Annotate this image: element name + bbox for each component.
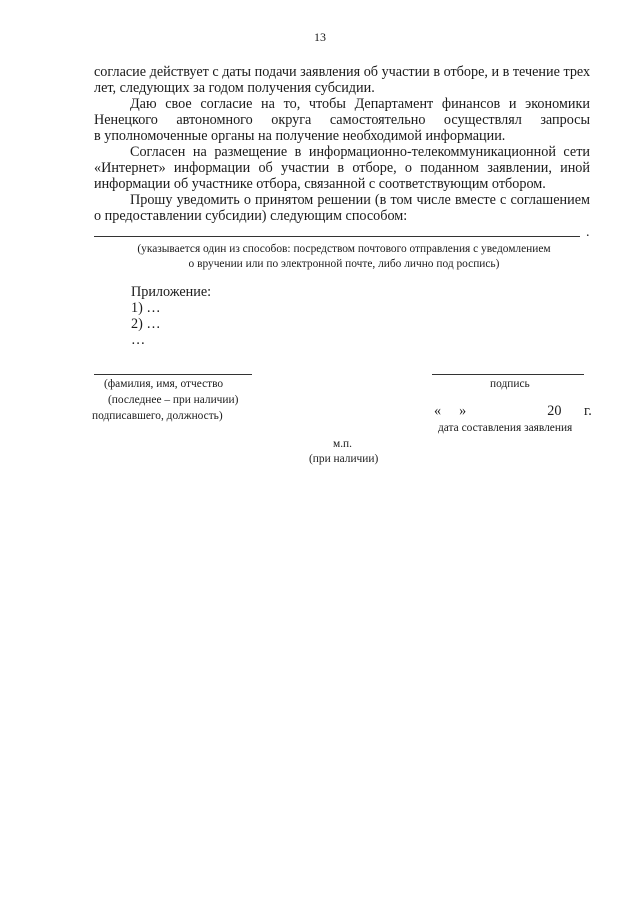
paragraph-consent-internet (94, 144, 590, 192)
attachment-item-1: 1) … (131, 300, 161, 316)
paragraph-line: согласие действует с даты подачи заявления об участии в отборе, и в течение трех (94, 64, 591, 80)
paragraph-notify-request (94, 192, 590, 224)
name-label-line1: (фамилия, имя, отчество (104, 378, 224, 390)
paragraph-line: информации об участнике отбора, связанной с соответствующим отбором. (94, 176, 546, 192)
paragraph-line: в уполномоченные органы на получение необходимой информации. (94, 128, 506, 144)
name-label-line2: (последнее – при наличии) (108, 394, 239, 406)
paragraph-line: о предоставлении субсидии) следующим способом: (94, 208, 408, 224)
method-note-line1: (указывается один из способов: посредством почтового отправления с уведомлением (137, 243, 551, 255)
signature-line[interactable] (432, 374, 584, 375)
name-signature-line[interactable] (94, 374, 252, 375)
attachment-item-3: … (131, 332, 146, 348)
date-open-quote: « (434, 403, 442, 419)
paragraph-line: лет, следующих за годом получения субсидии. (94, 80, 375, 96)
paragraph-line: Даю свое согласие на то, чтобы Департамент финансов и экономики (130, 96, 590, 112)
date-label: дата составления заявления (438, 422, 573, 434)
paragraph-line: Согласен на размещение в информационно-телекоммуникационной сети (130, 144, 590, 160)
signature-label: подпись (490, 378, 530, 390)
date-century: 20 (547, 403, 562, 419)
paragraph-consent-term (94, 64, 590, 96)
paragraph-line: Ненецкого автономного округа самостоятельно осуществлял запросы (94, 112, 590, 128)
attachment-title: Приложение: (131, 284, 212, 300)
paragraph-line: «Интернет» информации об участии в отборе, о поданном заявлении, иной (94, 160, 590, 176)
stamp-note: (при наличии) (309, 453, 379, 465)
paragraph-line: Прошу уведомить о принятом решении (в том числе вместе с соглашением (130, 192, 590, 208)
notification-method-field-line[interactable] (94, 236, 580, 237)
stamp-label: м.п. (333, 438, 352, 450)
method-line-period: . (586, 225, 590, 240)
name-label-line3: подписавшего, должность) (92, 410, 223, 422)
date-suffix: г. (584, 403, 592, 419)
paragraph-consent-department (94, 96, 590, 144)
method-note-line2: о вручении или по электронной почте, либо лично под роспись) (188, 258, 500, 270)
date-close-quote: » (459, 403, 467, 419)
attachment-item-2: 2) … (131, 316, 161, 332)
page-number: 13 (314, 30, 326, 44)
date-row (434, 403, 592, 420)
